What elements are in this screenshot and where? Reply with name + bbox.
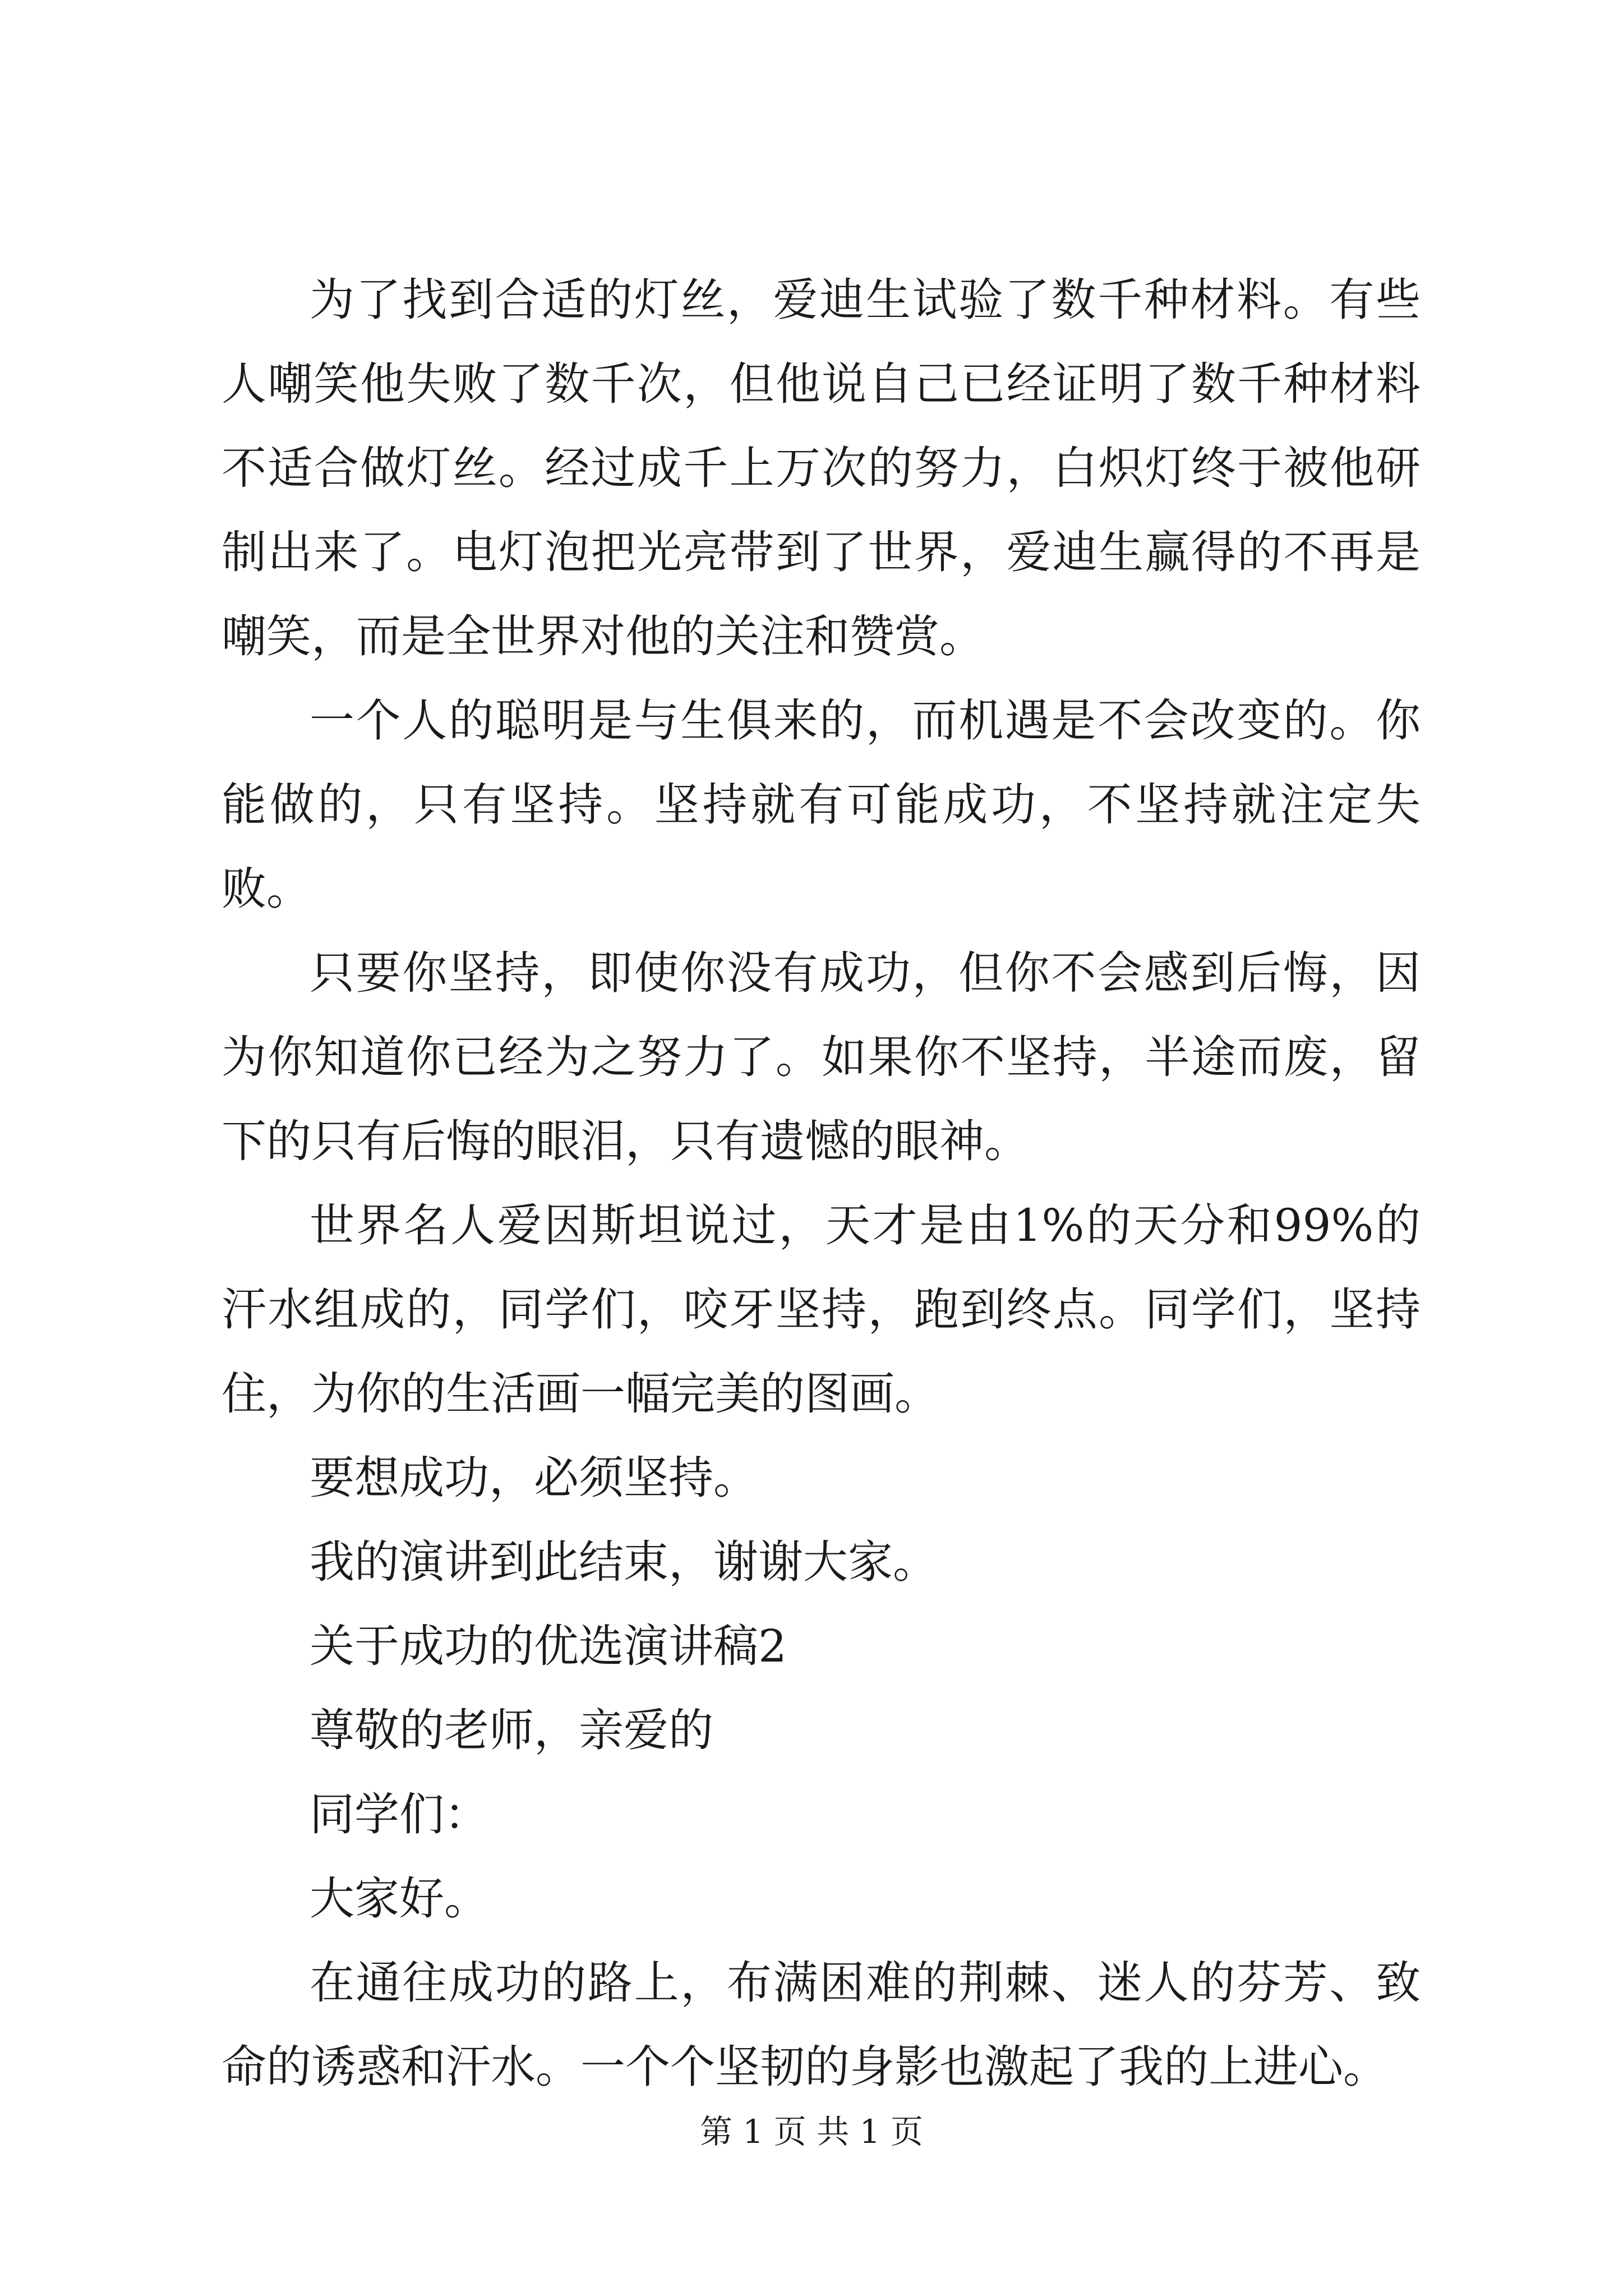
paragraph-einstein: 世界名人爱因斯坦说过，天才是由1%的天分和99%的汗水组成的，同学们，咬牙坚持，跑到终点。同学们，坚持住，为你的生活画一幅完美的图画。 [222, 1199, 1421, 1420]
greeting-hello: 大家好。 [310, 1872, 489, 1925]
paragraph-edison: 为了找到合适的灯丝，爱迪生试验了数千种材料。有些人嘲笑他失败了数千次，但他说自己已经证明了数千种材料不适合做灯丝。经过成千上万次的努力，白炽灯终于被他研制出来了。电灯泡把光亮带到了世界，爱迪生赢得的不再是嘲笑，而是全世界对他的关注和赞赏。 [222, 274, 1421, 662]
page-footer: 第 1 页 共 1 页 [700, 2113, 923, 2151]
paragraph-talent: 一个人的聪明是与生俱来的，而机遇是不会改变的。你能做的，只有坚持。坚持就有可能成功，不坚持就注定失败。 [222, 694, 1421, 915]
paragraph-closing: 我的演讲到此结束，谢谢大家。 [310, 1536, 938, 1588]
document-body [222, 258, 1421, 2109]
paragraph-road-to-success: 在通往成功的路上，布满困难的荆棘、迷人的芬芳、致命的诱惑和汗水。一个个坚韧的身影也激起了我的上进心。 [222, 1957, 1421, 2093]
greeting-line-2: 同学们： [310, 1788, 489, 1841]
paragraph-must-persist: 要想成功，必须坚持。 [310, 1452, 758, 1504]
greeting-line-1: 尊敬的老师，亲爱的 [310, 1704, 713, 1756]
speech-title-2: 关于成功的优选演讲稿2 [310, 1620, 787, 1672]
paragraph-persist: 只要你坚持，即使你没有成功，但你不会感到后悔，因为你知道你已经为之努力了。如果你不坚持，半途而废，留下的只有后悔的眼泪，只有遗憾的眼神。 [222, 947, 1421, 1167]
